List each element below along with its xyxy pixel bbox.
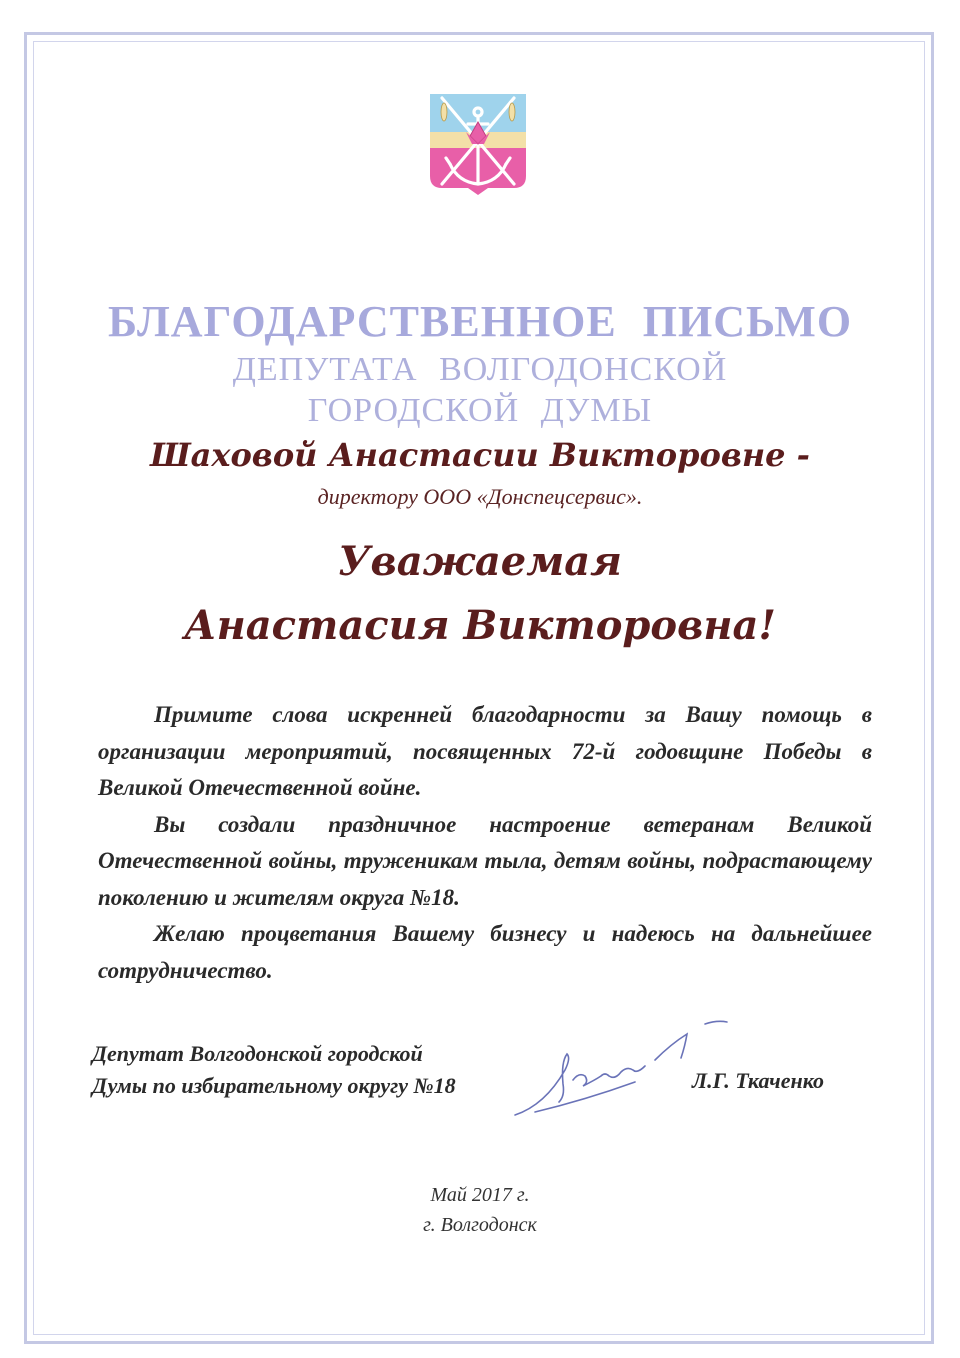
letter-body	[98, 697, 872, 989]
signer-title	[92, 1038, 456, 1102]
signer-title-line1: Депутат Волгодонской городской	[92, 1041, 423, 1066]
greeting-line2: Анастасия Викторовна!	[184, 602, 776, 649]
coat-of-arms-icon	[428, 92, 528, 196]
letter-city: г. Волгодонск	[423, 1214, 537, 1236]
body-paragraph: Желаю процветания Вашему бизнесу и надеюсь на дальнейшее сотрудничество.	[98, 921, 872, 983]
signer-name: Л.Г. Ткаченко	[692, 1068, 825, 1093]
recipient-name: Шаховой Анастасии Викторовне -	[150, 436, 810, 474]
document-title: БЛАГОДАРСТВЕННОЕ ПИСЬМО	[107, 297, 853, 346]
page-border-inner	[33, 41, 925, 1335]
document-subtitle-line1: ДЕПУТАТА ВОЛГОДОНСКОЙ	[232, 351, 728, 388]
letter-date: Май 2017 г.	[430, 1184, 530, 1206]
greeting-line1: Уважаемая	[337, 538, 623, 585]
signer-title-line2: Думы по избирательному округу №18	[92, 1073, 456, 1098]
recipient-position: директору ООО «Донспецсервис».	[317, 484, 643, 509]
body-paragraph: Примите слова искренней благодарности за Вашу помощь в организации мероприятий, посвященных 72-й годовщине Победы в Великой Отечественной войне.	[98, 702, 872, 800]
document-subtitle-line2: ГОРОДСКОЙ ДУМЫ	[307, 392, 653, 429]
body-paragraph: Вы создали праздничное настроение ветеранам Великой Отечественной войны, труженикам тыла, детям войны, подрастающему поколению и жителям округа №18.	[98, 811, 872, 910]
